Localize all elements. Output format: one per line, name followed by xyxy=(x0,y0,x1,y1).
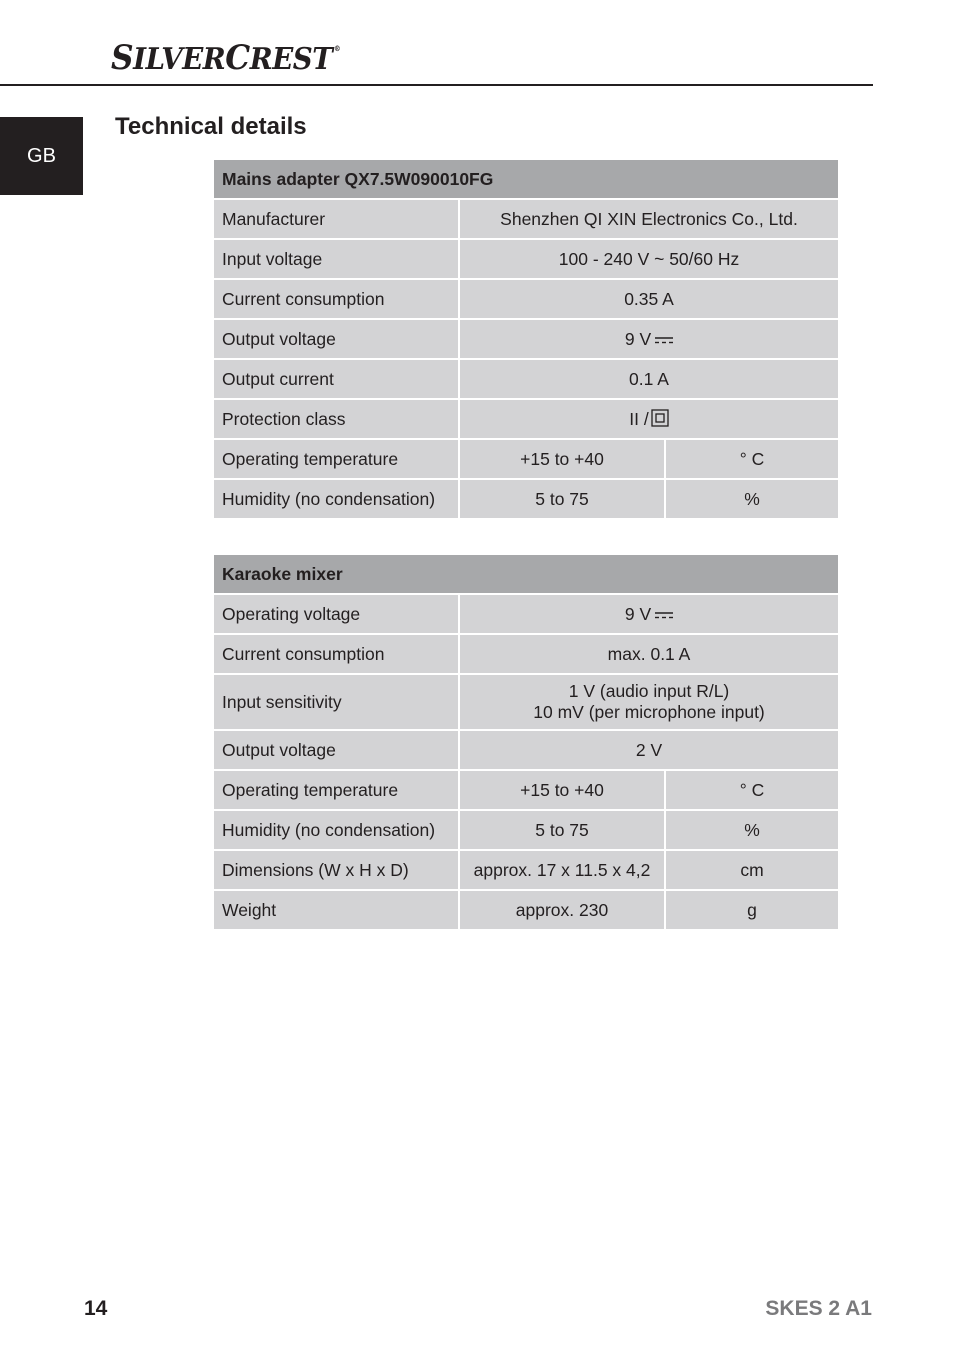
table-row xyxy=(213,479,839,519)
row-value: 9 V xyxy=(459,319,839,359)
row-unit: g xyxy=(665,890,839,930)
row-label: Input voltage xyxy=(213,239,459,279)
row-value: 5 to 75 xyxy=(459,810,665,850)
brand-logo: SILVERCREST ® xyxy=(111,38,341,78)
table-row xyxy=(213,199,839,239)
table-row xyxy=(213,239,839,279)
table-row xyxy=(213,890,839,930)
row-label: Weight xyxy=(213,890,459,930)
row-value: 9 V xyxy=(459,594,839,634)
dc-current-icon xyxy=(655,336,673,344)
row-value: 100 - 240 V ~ 50/60 Hz xyxy=(459,239,839,279)
row-value: approx. 17 x 11.5 x 4,2 xyxy=(459,850,665,890)
row-label: Humidity (no condensation) xyxy=(213,810,459,850)
table-row xyxy=(213,319,839,359)
table-row xyxy=(213,279,839,319)
row-value: approx. 230 xyxy=(459,890,665,930)
mains-adapter-table xyxy=(212,158,840,520)
page-number: 14 xyxy=(84,1297,108,1320)
row-unit: cm xyxy=(665,850,839,890)
row-label: Manufacturer xyxy=(213,199,459,239)
row-label: Dimensions (W x H x D) xyxy=(213,850,459,890)
karaoke-mixer-title: Karaoke mixer xyxy=(213,554,839,594)
row-value: II / xyxy=(459,399,839,439)
row-value: +15 to +40 xyxy=(459,770,665,810)
row-label: Output voltage xyxy=(213,319,459,359)
header-divider xyxy=(0,84,873,86)
table-row xyxy=(213,439,839,479)
table-row xyxy=(213,850,839,890)
table-row xyxy=(213,730,839,770)
table-row xyxy=(213,770,839,810)
table-header-row xyxy=(213,159,839,199)
table-row xyxy=(213,359,839,399)
row-label: Output voltage xyxy=(213,730,459,770)
protection-class-ii-icon xyxy=(651,409,669,427)
language-tab: GB xyxy=(0,117,83,195)
row-label: Current consumption xyxy=(213,634,459,674)
row-label: Operating voltage xyxy=(213,594,459,634)
row-value: 2 V xyxy=(459,730,839,770)
row-value: 1 V (audio input R/L) 10 mV (per microphone input) xyxy=(459,674,839,730)
page-title: Technical details xyxy=(115,113,307,140)
row-label: Output current xyxy=(213,359,459,399)
row-label: Current consumption xyxy=(213,279,459,319)
table-row xyxy=(213,810,839,850)
row-label: Protection class xyxy=(213,399,459,439)
row-value: 0.35 A xyxy=(459,279,839,319)
table-header-row xyxy=(213,554,839,594)
row-unit: ° C xyxy=(665,439,839,479)
row-unit: % xyxy=(665,479,839,519)
karaoke-mixer-table xyxy=(212,553,840,931)
row-value: Shenzhen QI XIN Electronics Co., Ltd. xyxy=(459,199,839,239)
row-unit: % xyxy=(665,810,839,850)
row-value: 5 to 75 xyxy=(459,479,665,519)
row-label: Operating temperature xyxy=(213,770,459,810)
table-row xyxy=(213,594,839,634)
row-label: Operating temperature xyxy=(213,439,459,479)
row-value: +15 to +40 xyxy=(459,439,665,479)
row-label: Humidity (no condensation) xyxy=(213,479,459,519)
table-row xyxy=(213,399,839,439)
row-label: Input sensitivity xyxy=(213,674,459,730)
table-row xyxy=(213,634,839,674)
model-number: SKES 2 A1 xyxy=(765,1297,872,1320)
mains-adapter-title: Mains adapter QX7.5W090010FG xyxy=(213,159,839,199)
dc-current-icon xyxy=(655,611,673,619)
table-row xyxy=(213,674,839,730)
row-unit: ° C xyxy=(665,770,839,810)
row-value: max. 0.1 A xyxy=(459,634,839,674)
row-value: 0.1 A xyxy=(459,359,839,399)
